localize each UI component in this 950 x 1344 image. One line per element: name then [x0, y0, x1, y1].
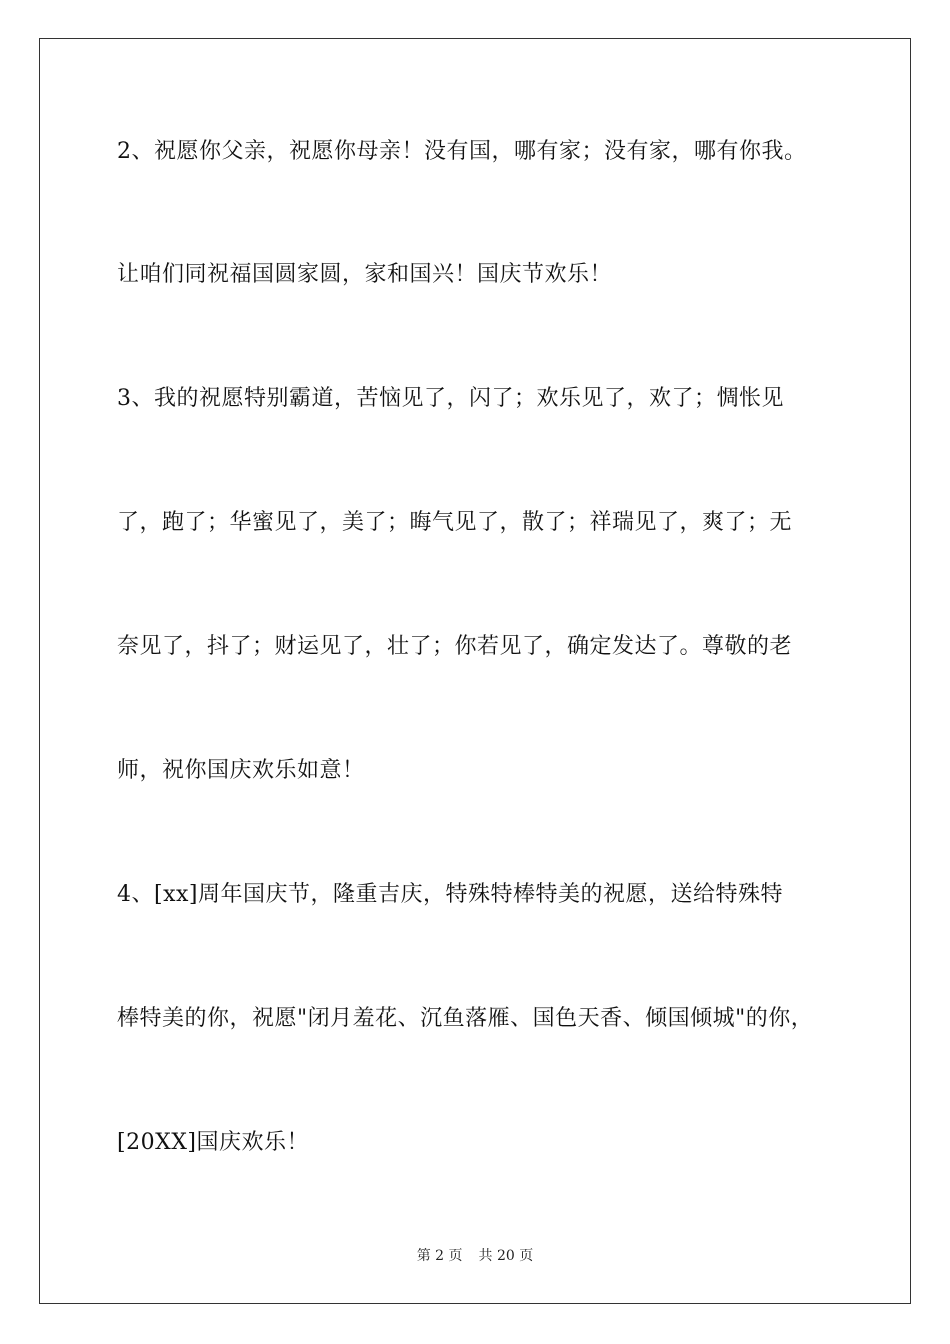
text-line-4: 了，跑了；华蜜见了，美了；晦气见了，散了；祥瑞见了，爽了；无	[117, 510, 793, 535]
page-number: 第 2 页	[416, 1248, 463, 1264]
text-line-5: 奈见了，抖了；财运见了，壮了；你若见了，确定发达了。尊敬的老	[117, 634, 793, 659]
text-line-2: 让咱们同祝福国圆家圆，家和国兴！国庆节欢乐！	[117, 262, 613, 287]
page-total: 共 20 页	[478, 1248, 534, 1264]
text-line-1: 2、祝愿你父亲，祝愿你母亲！没有国，哪有家；没有家，哪有你我。	[117, 139, 807, 164]
page-frame	[39, 38, 911, 1304]
text-line-9: [20XX]国庆欢乐！	[117, 1130, 309, 1155]
text-line-3: 3、我的祝愿特别霸道，苦恼见了，闪了；欢乐见了，欢了；惆怅见	[117, 386, 784, 411]
page-footer	[0, 1246, 950, 1266]
text-line-8: 棒特美的你，祝愿"闭月羞花、沉鱼落雁、国色天香、倾国倾城"的你，	[117, 1006, 814, 1031]
text-line-7: 4、[xx]周年国庆节，隆重吉庆，特殊特棒特美的祝愿，送给特殊特	[117, 882, 783, 907]
text-line-6: 师，祝你国庆欢乐如意！	[117, 758, 365, 783]
